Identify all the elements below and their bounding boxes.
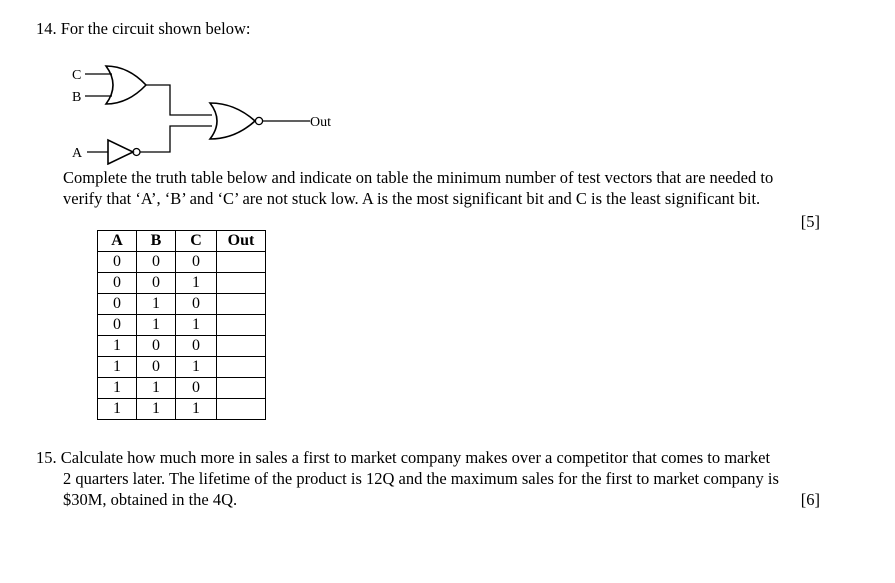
question-14-marks: [5] <box>800 212 820 231</box>
input-a-label: A <box>72 146 83 161</box>
header-b: B <box>137 231 176 252</box>
cell-b: 1 <box>137 315 176 336</box>
header-out: Out <box>217 231 266 252</box>
question-15-line-3: $30M, obtained in the 4Q. <box>63 490 238 509</box>
truth-table-row <box>98 378 266 399</box>
cell-a: 1 <box>98 357 137 378</box>
question-15-marks: [6] <box>800 490 820 509</box>
cell-a: 0 <box>98 315 137 336</box>
nor-gate-icon <box>210 103 255 139</box>
cell-a: 0 <box>98 252 137 273</box>
cell-a: 0 <box>98 294 137 315</box>
question-14-instruction-line-1: Complete the truth table below and indicate on table the minimum number of test vectors that are needed to <box>63 168 774 187</box>
cell-b: 0 <box>137 252 176 273</box>
cell-a: 1 <box>98 399 137 420</box>
header-c: C <box>176 231 217 252</box>
cell-out[interactable] <box>217 378 266 399</box>
question-14-instruction-line-2: verify that ‘A’, ‘B’ and ‘C’ are not stuck low. A is the most significant bit and C is the least significant bit. <box>63 189 761 208</box>
question-14-header: 14. For the circuit shown below: <box>36 19 251 38</box>
cell-c: 1 <box>176 357 217 378</box>
truth-table-row <box>98 399 266 420</box>
cell-b: 1 <box>137 378 176 399</box>
question-15-line-2: 2 quarters later. The lifetime of the product is 12Q and the maximum sales for the first to market company is <box>63 469 779 488</box>
truth-table-row <box>98 294 266 315</box>
input-c-label: C <box>72 68 82 83</box>
nor-gate-bubble <box>255 117 262 124</box>
question-15-line-1: 15. Calculate how much more in sales a first to market company makes over a competitor that comes to market <box>36 448 771 467</box>
truth-table-row <box>98 357 266 378</box>
cell-out[interactable] <box>217 315 266 336</box>
truth-table-row <box>98 336 266 357</box>
cell-b: 0 <box>137 357 176 378</box>
cell-out[interactable] <box>217 399 266 420</box>
cell-c: 0 <box>176 378 217 399</box>
truth-table-row <box>98 273 266 294</box>
cell-b: 0 <box>137 336 176 357</box>
cell-c: 1 <box>176 273 217 294</box>
cell-out[interactable] <box>217 336 266 357</box>
input-b-label: B <box>72 90 82 105</box>
cell-a: 1 <box>98 378 137 399</box>
cell-b: 1 <box>137 294 176 315</box>
truth-table-row <box>98 252 266 273</box>
header-a: A <box>98 231 137 252</box>
cell-a: 0 <box>98 273 137 294</box>
cell-c: 0 <box>176 294 217 315</box>
truth-table-header-row <box>98 231 266 252</box>
cell-out[interactable] <box>217 252 266 273</box>
wire-or1-output <box>146 85 212 115</box>
not-gate-icon <box>108 140 133 164</box>
cell-out[interactable] <box>217 294 266 315</box>
cell-b: 0 <box>137 273 176 294</box>
wire-not-output <box>140 126 212 152</box>
cell-c: 1 <box>176 315 217 336</box>
cell-b: 1 <box>137 399 176 420</box>
cell-c: 1 <box>176 399 217 420</box>
cell-c: 0 <box>176 336 217 357</box>
cell-a: 1 <box>98 336 137 357</box>
truth-table <box>97 230 266 420</box>
output-label: Out <box>310 115 331 130</box>
cell-c: 0 <box>176 252 217 273</box>
or-gate-1-icon <box>106 66 146 104</box>
cell-out[interactable] <box>217 357 266 378</box>
truth-table-row <box>98 315 266 336</box>
cell-out[interactable] <box>217 273 266 294</box>
logic-circuit-diagram <box>60 60 360 165</box>
